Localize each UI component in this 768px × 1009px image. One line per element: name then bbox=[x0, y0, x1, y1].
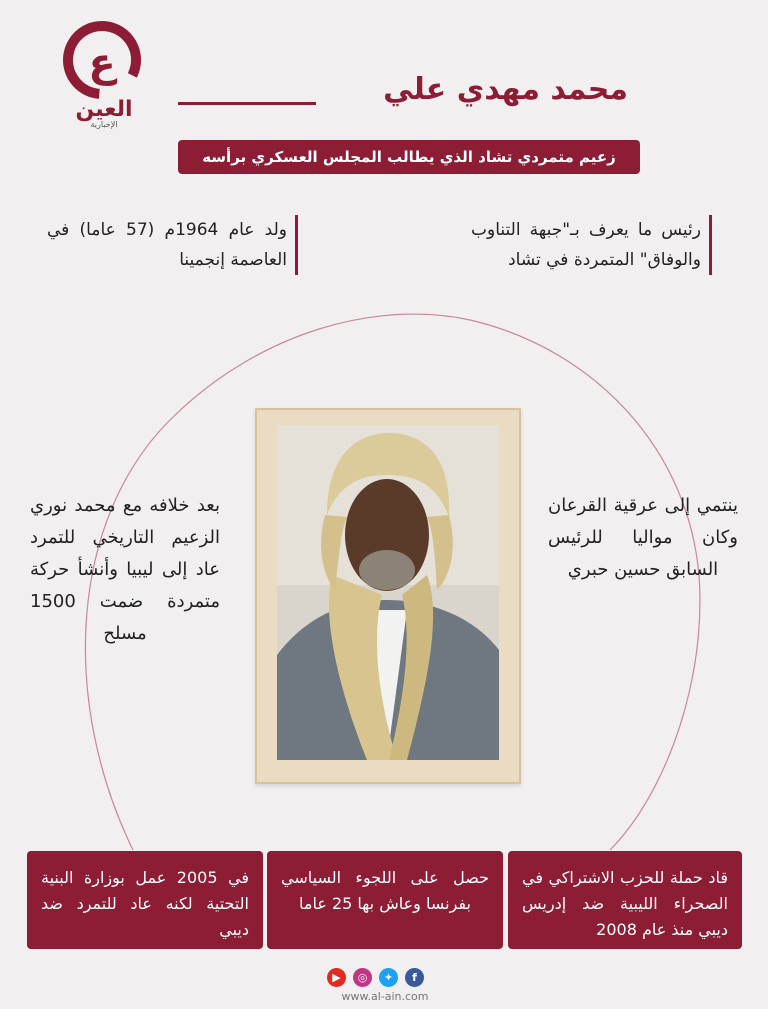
portrait-photo bbox=[277, 425, 499, 760]
fact-role: رئيس ما يعرف بـ"جبهة التناوب والوفاق" المتمردة في تشاد bbox=[471, 215, 712, 275]
portrait-illustration-icon bbox=[277, 425, 499, 760]
page-title: محمد مهدي علي bbox=[383, 72, 628, 107]
svg-text:ع: ع bbox=[88, 40, 116, 86]
logo-tagline: الإخبارية bbox=[90, 120, 118, 129]
fact-ethnicity: ينتمي إلى عرقية القرعان وكان مواليا للرئيس السابق حسين حبري bbox=[548, 495, 738, 580]
fact-box-campaign: قاد حملة للحزب الاشتراكي في الصحراء الليبية ضد إدريس ديبي منذ عام 2008 bbox=[508, 851, 742, 949]
youtube-icon[interactable]: ▶ bbox=[327, 968, 346, 987]
site-url[interactable]: www.al-ain.com bbox=[341, 990, 429, 1003]
page-subtitle: زعيم متمردي تشاد الذي يطالب المجلس العسكري برأسه bbox=[178, 140, 640, 174]
social-icons bbox=[325, 968, 445, 988]
twitter-icon[interactable]: ✦ bbox=[379, 968, 398, 987]
fact-box-asylum: حصل على اللجوء السياسي بفرنسا وعاش بها 25 عاما bbox=[267, 851, 503, 949]
facebook-icon[interactable]: f bbox=[405, 968, 424, 987]
logo-name: العين bbox=[75, 97, 133, 122]
fact-box-ministry: في 2005 عمل بوزارة البنية التحتية لكنه عاد للتمرد ضد ديبي bbox=[27, 851, 263, 949]
fact-birth: ولد عام 1964م (57 عاما) في العاصمة إنجمينا bbox=[47, 215, 298, 275]
instagram-icon[interactable]: ◎ bbox=[353, 968, 372, 987]
fact-rebellion: بعد خلافه مع محمد نوري الزعيم التاريخي للتمرد عاد إلى ليبيا وأنشأ حركة متمردة ضمت 1500 مسلح bbox=[30, 495, 220, 644]
